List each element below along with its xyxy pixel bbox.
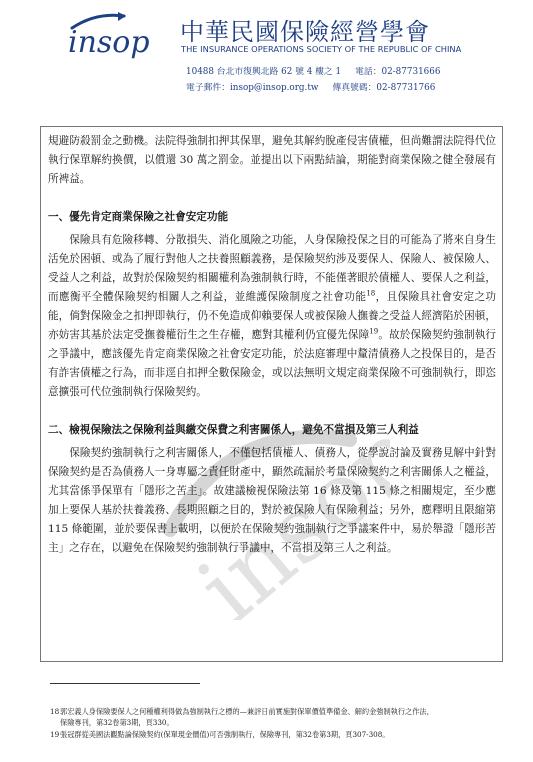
org-name-english: THE INSURANCE OPERATIONS SOCIETY OF THE REPUBLIC OF CHINA (181, 44, 462, 54)
footnote-number: 18 (50, 707, 60, 716)
document-body (48, 132, 496, 558)
footnote-ref-18[interactable]: 18 (366, 289, 376, 298)
section-1-text-b: ，且保險具社會安定之功能，倘對保險金之扣押即執行，仍不免造成仰賴要保人或被保險人撫養之受益人經濟陷於困頓，亦妨害其基於法定受撫養權衍生之生存權，應對其權利仍宜優先保障 (48, 291, 497, 341)
intro-paragraph: 規避防殺罰金之動機。法院得強制扣押其保單，避免其解約脫產侵害債權，但尚難謂法院得代位執行保單解約換價，以償還 30 萬之罰金。並提出以下兩點結論，期能對商業保險之健全發展有所裨益。 (48, 135, 496, 185)
contact-line-1 (186, 64, 440, 77)
section-1-paragraph (48, 231, 496, 402)
address-text: 10488 台北市復興北路 62 號 4 樓之 1 (186, 67, 342, 77)
footnote-18 (50, 706, 500, 728)
section-1-text-a: 保險具有危險移轉、分散損失、消化風險之功能，人身保險投保之目的可能為了將來自身生活免於困頓、或為了履行對他人之扶養照顧義務，是保險契約涉及要保人、保險人、被保險人、受益人之利益，故對於保險契約相關權利為強制執行時，不能僅著眼於債權人、要保人之利益，而應衡平全體保險契約相關人之利益，並維護保險制度之社會功能 (48, 234, 496, 303)
email-text: 電子郵件：insop@insop.org.tw (186, 83, 319, 93)
fax-text: 傳真號碼：02-87731766 (332, 83, 436, 93)
footnote-text: 張冠群從美國法觀點論保險契約(保單現金價值)可否強制執行，保險專刊，第32卷第3期，頁307-308。 (60, 730, 390, 739)
footnote-text-continued: 保險專刊，第32卷第3期，頁330。 (60, 718, 174, 727)
footnotes (50, 706, 500, 741)
letterhead (0, 0, 533, 100)
insop-logo (66, 10, 174, 60)
org-name-chinese: 中華民國保險經營學會 (180, 18, 430, 46)
footnote-separator (50, 683, 200, 684)
footnote-number: 19 (50, 730, 60, 739)
footnote-19 (50, 729, 500, 740)
watermark-text: insop (178, 400, 390, 620)
section-2-heading: 二、檢視保險法之保險利益與繳交保費之利害關係人，避免不當損及第三人利益 (48, 424, 419, 436)
phone-text: 電話：02-87731666 (355, 67, 441, 77)
footnote-text: 郭宏義人身保險要保人之何種權利得做為強制執行之標的—兼評日前實施對保單價值準備金、解約金強制執行之作法， (60, 707, 434, 716)
footnote-ref-19[interactable]: 19 (369, 327, 379, 336)
section-1-heading: 一、優先肯定商業保險之社會安定功能 (48, 211, 229, 223)
section-1-text-c: 。故於保險契約強制執行之爭議中，應該優先肯定商業保險之社會安定功能，於法庭審理中釐清債務人之投保目的，是否有詐害債權之行為，而非逕自扣押全數保險金，或以法無明文規定商業保險不可強制執行，即恣意擴張可代位強制執行保險契約。 (48, 329, 497, 398)
contact-line-2 (186, 80, 435, 93)
section-2-paragraph: 保險契約強制執行之利害關係人，不僅包括債權人、債務人，從學說討論及實務見解中針對保險契約是否為債務人一身專屬之責任財產中，顯然疏漏於考量保險契約之利害關係人之權益，尤其當係爭保單有「隱形之苦主」。故建議檢視保險法第 16 條及第 115 條之相關規定，至少應加上要保人基於扶養義務、長期照顧之目的，對於被保險人有保險利益；另外，應釋明且限縮第 115 條範圍，並於要保書上載明，以便於在保險契約強制執行之爭議案件中，易於舉證「隱形苦主」之存在，以避免在保險契約強制執行爭議中，不當損及第三人之利益。 (48, 447, 496, 554)
logo-wordmark: insop (68, 25, 150, 60)
